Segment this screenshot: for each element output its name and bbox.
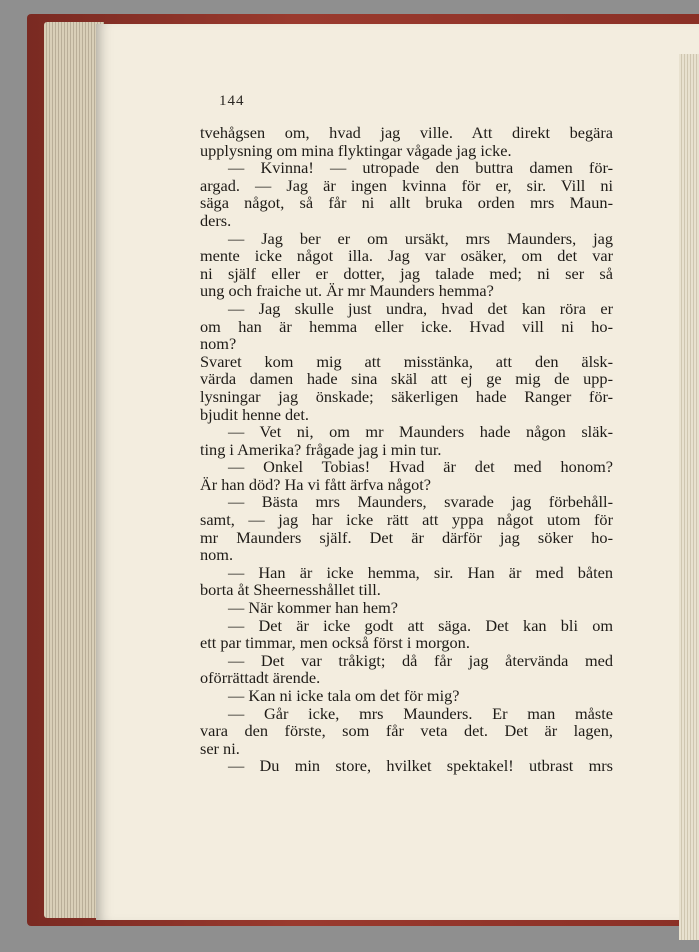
text-line: Är han död? Ha vi fått ärfva något? [200,474,432,494]
text-line: ders. [200,210,232,230]
text-line: mr Maunders själf. Det är därför jag söker ho- [200,527,613,547]
text-line: ni själf eller er dotter, jag talade med; ni ser så [200,263,613,283]
text-line: Svaret kom mig att misstänka, att den älsk- [200,351,613,371]
text-line: vara den förste, som får veta det. Det är lagen, [200,721,613,741]
text-line: nom. [200,545,234,565]
text-line: upplysning om mina flyktingar vågade jag icke. [200,140,512,160]
text-line: ett par timmar, men också först i morgon. [200,633,470,653]
text-line: argad. — Jag är ingen kvinna för er, sir. Vill ni [200,175,613,195]
page-number: 144 [219,93,245,109]
text-line: — Han är icke hemma, sir. Han är med båten [228,562,613,582]
text-line: oförrättadt ärende. [200,668,321,688]
text-line: — Kvinna! — utropade den buttra damen för- [228,158,613,178]
text-line: samt, — jag har icke rätt att yppa något utom för [200,510,613,530]
text-line: ser ni. [200,738,240,758]
text-line: — Det var tråkigt; då får jag återvända med [228,650,613,670]
right-page-edges [679,54,699,940]
text-line: — Går icke, mrs Maunders. Er man måste [228,703,613,723]
text-line: nom? [200,334,237,354]
text-line: — Du min store, hvilket spektakel! utbrast mrs [228,756,613,776]
text-line: — Jag ber er om ursäkt, mrs Maunders, jag [228,228,613,248]
text-line: — När kommer han hem? [228,598,398,618]
text-line: — Kan ni icke tala om det för mig? [228,686,460,705]
text-line: — Det är icke godt att säga. Det kan bli om [228,615,613,635]
text-line: mente icke något illa. Jag var osäker, om det var [200,246,613,266]
text-line: — Vet ni, om mr Maunders hade någon släk- [228,422,613,442]
text-line: om han är hemma eller icke. Hvad vill ni ho- [200,316,613,336]
text-line: tvehågsen om, hvad jag ville. Att direkt begära [200,123,613,142]
page-edges [44,22,104,918]
text-line: — Bästa mrs Maunders, svarade jag förbehåll- [228,492,613,512]
text-line: säga något, så får ni allt bruka orden mrs Maun- [200,193,613,213]
body-text [200,124,613,775]
text-line: — Jag skulle just undra, hvad det kan röra er [228,298,613,318]
text-line: ung och fraiche ut. Är mr Maunders hemma? [200,281,494,301]
text-line: värda damen hade sina skäl att ej ge mig de upp- [200,369,613,389]
text-line: bjudit henne det. [200,404,309,424]
text-line: borta åt Sheernesshållet till. [200,580,381,600]
text-line: — Onkel Tobias! Hvad är det med honom? [228,457,613,477]
text-line: lysningar jag önskade; säkerligen hade Ranger för- [200,386,613,406]
text-line: ting i Amerika? frågade jag i min tur. [200,439,442,459]
